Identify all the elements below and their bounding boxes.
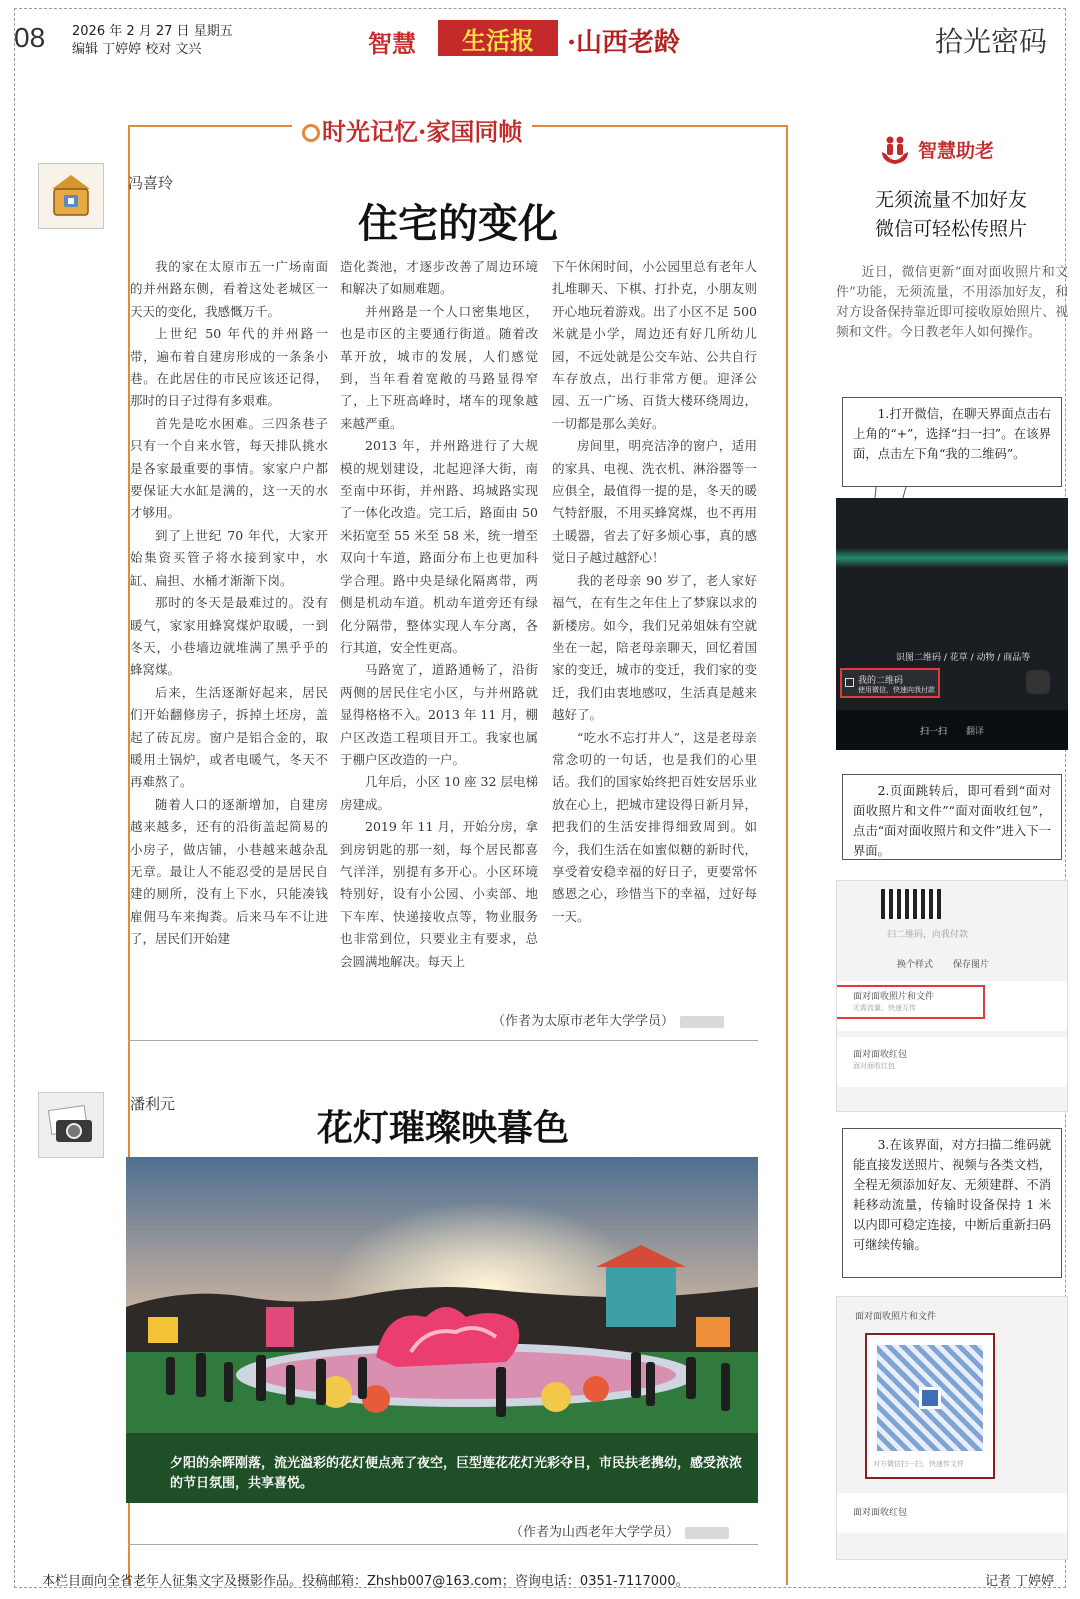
paragraph: 上世纪 50 年代的并州路一带，遍布着自建房形成的一条条小巷。在此居住的市民应该还记得，那时的日子过得有多艰难。	[130, 326, 328, 409]
intro-text: 近日，微信更新“面对面收照片和文件”功能，无须流量，不用添加好友，和对方设备保持靠近即可接收原始照片、视频和文件。今日教老年人如何操作。	[836, 265, 1068, 340]
article1-byline	[492, 1010, 724, 1029]
photo-caption: 夕阳的余晖刚落，流光溢彩的花灯便点亮了夜空，巨型莲花花灯光彩夺目，市民扶老携幼，感受浓浓的节日氛围，共享喜悦。	[170, 1456, 743, 1491]
article1-column-3	[552, 256, 757, 928]
paragraph: 马路宽了，道路通畅了，沿街两侧的居民住宅小区，与并州路就显得格格不入。2013 年 11 月，棚户区改造工程项目开工。我家也属于棚户区改造的一户。	[340, 662, 538, 767]
sidebar-title	[822, 186, 1080, 244]
article-divider	[128, 1040, 758, 1041]
step-1-callout	[842, 397, 1062, 487]
qr-frame	[865, 1333, 995, 1479]
paragraph: 造化粪池，才逐步改善了周边环境和解决了如厕难题。	[340, 259, 538, 297]
submission-notice: 本栏目面向全省老年人征集文字及摄影作品。投稿邮箱：Zhshb007@163.com；咨询电话：0351-7117000。	[42, 1574, 689, 1589]
section-title: 拾光密码	[935, 25, 1048, 58]
receive-files-row[interactable]	[837, 981, 1068, 1031]
paragraph: 那时的冬天是最难过的。没有暖气，家家用蜂窝煤炉取暖，一到冬天，小巷墙边就堆满了黑乎乎的蜂窝煤。	[130, 595, 328, 678]
redpacket-row[interactable]	[837, 1493, 1068, 1533]
issue-date: 2026 年 2 月 27 日 星期五	[72, 24, 233, 39]
article1-title: 住宅的变化	[358, 200, 558, 247]
paragraph: 几年后，小区 10 座 32 层电梯房建成。	[340, 774, 538, 812]
step-2-callout	[842, 774, 1062, 860]
paragraph: 2013 年，并州路进行了大规模的规划建设，北起迎泽大街，南至南中环街，并州路、坞城路实现了一体化改造。完工后，路面由 50 米拓宽至 55 米至 58 米，统一增至双向十车道，路面分布上也更加科学合理。路中央是绿化隔离带，两侧是机动车道。机动车道旁还有绿化分隔带，整体实现人车分离，各行其道，安全性更高。	[340, 438, 538, 655]
paragraph: 并州路是一个人口密集地区，也是市区的主要通行街道。随着改革开放，城市的发展，人们感觉到，当年看着宽敞的马路显得窄了，上下班高峰时，堵车的现象越来越严重。	[340, 303, 538, 431]
brand-paper-logo	[438, 20, 558, 56]
paragraph: 后来，生活逐渐好起来，居民们开始翻修房子，拆掉土坯房，盖起了砖瓦房。窗户是铝合金的，取暖用土锅炉，或者电暖气，冬天不再难熬了。	[130, 684, 328, 790]
brand-zhihui: 智慧	[368, 29, 416, 58]
clock-icon	[302, 124, 320, 142]
lantern-festival-photo	[126, 1157, 758, 1503]
banner-dot: ·	[418, 117, 427, 146]
receive-files-label: 面对面收照片和文件	[853, 992, 935, 1002]
receive-files-sub: 无需流量，快速互传	[853, 1004, 916, 1012]
my-qr-button[interactable]	[840, 668, 940, 698]
paragraph: “吃水不忘打井人”，这是老母亲常念叨的一句话，也是我们的心里话。我们的国家始终把百姓安居乐业放在心上，把城市建设得日新月异，把我们的生活安排得细致周到。如今，我们生活在如蜜似糖的新时代，享受着安稳幸福的好日子，更要常怀感恩之心，珍惜当下的幸福，过好每一天。	[552, 729, 757, 924]
my-qr-label: 我的二维码	[858, 676, 904, 686]
receive-hint: 扫二维码，向我付款	[887, 930, 969, 940]
wechat-scan-screenshot	[836, 498, 1068, 750]
qr-sub: 对方微信扫一扫，快速传文件	[873, 1460, 964, 1468]
my-qr-sub: 使用微信，快速向我付款	[858, 686, 935, 694]
column-banner	[292, 112, 532, 147]
tab-scan[interactable]: 扫一扫	[920, 727, 948, 737]
redpacket-sub: 面对面收红包	[853, 1062, 895, 1070]
wechat-center-icon	[919, 1387, 941, 1409]
qr-icon	[845, 678, 854, 687]
photo-illustration	[126, 1157, 758, 1503]
article1-column-1	[130, 256, 328, 951]
briefcase-icon	[44, 169, 98, 223]
paragraph: 我的家在太原市五一广场南面的并州路东侧，看着这处老城区一天天的变化，我感慨万千。	[130, 259, 328, 319]
banner-left: 时光记忆	[322, 117, 418, 146]
article1-author: 冯喜玲	[128, 174, 174, 192]
receive-redpacket-row[interactable]	[837, 1037, 1068, 1087]
redpacket-label: 面对面收红包	[853, 1508, 908, 1518]
article1-column-2	[340, 256, 538, 973]
article-icon-house	[38, 163, 104, 229]
qr-code-thumb	[881, 889, 941, 919]
sidebar-title-line2: 微信可轻松传照片	[874, 218, 1027, 240]
album-icon[interactable]	[1026, 670, 1050, 694]
article-divider	[128, 1544, 758, 1545]
reporter-credit: 记者 丁婷婷	[985, 1574, 1055, 1589]
article2-byline	[510, 1521, 729, 1540]
scan-line	[836, 548, 1068, 568]
paragraph: 到了上世纪 70 年代，大家开始集资买管子将水接到家中，水缸、扁担、水桶才渐渐下岗。	[130, 527, 328, 588]
wechat-receive-screenshot	[836, 880, 1068, 1112]
editor-credits: 编辑 丁婷婷 校对 文兴	[72, 42, 202, 57]
sidebar-intro	[836, 263, 1068, 343]
redpacket-label: 面对面收红包	[853, 1050, 908, 1060]
article-icon-camera	[38, 1092, 104, 1158]
paragraph: 下午休闲时间，小公园里总有老年人扎堆聊天、下棋、打扑克，小朋友则开心地玩着游戏。出了小区不足 500 米就是小学，周边还有好几所幼儿园，不远处就是公交车站、公共自行车存放点，出行非常方便。迎泽公园、五一广场、百货大楼环绕周边，一切都是那么美好。	[552, 259, 757, 431]
sidebar-title-line1: 无须流量不加好友	[874, 189, 1027, 211]
tab-translate[interactable]: 翻译	[966, 727, 985, 737]
step-3-callout	[842, 1128, 1062, 1278]
step-3-text: 3.在该界面，对方扫描二维码就能直接发送照片、视频与各类文档，全程无须添加好友、无须建群、不消耗移动流量，传输时设备保持 1 米以内即可稳定连接，中断后重新扫码可继续传输。	[853, 1138, 1051, 1252]
page-number: 08	[14, 22, 46, 53]
banner-right: 家国同帧	[426, 117, 523, 146]
step-1-text: 1.打开微信，在聊天界面点击右上角的“+”，选择“扫一扫”。在该界面，点击左下角“我的二维码”。	[853, 407, 1051, 461]
article2-title: 花灯璀璨映暮色	[316, 1107, 569, 1149]
end-mark	[680, 1016, 724, 1028]
article2-author: 潘利元	[130, 1095, 176, 1113]
paragraph: 房间里，明亮洁净的窗户，适用的家具、电视、洗衣机、淋浴器等一应俱全，最值得一提的是，冬天的暖气特舒服，不用买蜂窝煤，也不再用土暖器，省去了好多烦心事，真的感觉日子越过越舒心！	[552, 438, 757, 566]
qr-page-header: 面对面收照片和文件	[855, 1312, 937, 1322]
camera-icon	[44, 1098, 98, 1152]
paragraph: 首先是吃水困难。三四条巷子只有一个自来水管，每天排队挑水是各家最重要的事情。家家户户都要保证大水缸是满的，这一天的水才够用。	[130, 415, 328, 521]
end-mark	[685, 1527, 729, 1539]
paragraph: 我的老母亲 90 岁了，老人家好福气，在有生之年住上了梦寐以求的新楼房。如今，我们兄弟姐妹有空就坐在一起，陪老母亲聊天，回忆着国家的变迁，城市的变迁，我们家的变迁，我们由衷地感叹，生活真是越来越好了。	[552, 572, 757, 723]
brand-paper-text: 生活报	[462, 25, 534, 55]
smart-aid-text: 智慧助老	[918, 139, 995, 162]
paragraph: 2019 年 11 月，开始分房，拿到房钥匙的那一刻，每个居民都喜气洋洋，别提有多开心。小区环境特别好，设有小公园、小卖部、地下车库、快递接收点等，物业服务也非常到位，只要业主有要求，总会圆满地解决。每天上	[340, 819, 538, 969]
change-style-link[interactable]: 换个样式	[897, 960, 934, 970]
save-image-link[interactable]: 保存图片	[953, 960, 990, 970]
scan-tab-bar	[836, 710, 1068, 750]
frame-right-line	[786, 125, 788, 1585]
step-2-text: 2.页面跳转后，即可看到“面对面收照片和文件”“面对面收红包”，点击“面对面收照片和文件”进入下一界面。	[853, 784, 1051, 858]
brand-sub: ·山西老龄	[567, 28, 681, 58]
byline-text: （作者为太原市老年大学学员）	[492, 1014, 675, 1029]
paragraph: 随着人口的逐渐增加，自建房越来越多，还有的沿街盖起简易的小房子，做店铺，小巷越来越杂乱无章。最让人不能忍受的是居民自建的厕所，没有上下水，只能凑钱雇佣马车来掏粪。后来马车不让进了，居民们开始建	[130, 796, 328, 947]
byline-text: （作者为山西老年大学学员）	[510, 1525, 680, 1540]
scan-modes-text: 识图二维码 / 花草 / 动物 / 商品等	[896, 653, 1031, 663]
helping-hands-icon	[878, 132, 912, 166]
wechat-qr-screenshot	[836, 1296, 1068, 1560]
smart-aid-logo	[878, 132, 994, 166]
